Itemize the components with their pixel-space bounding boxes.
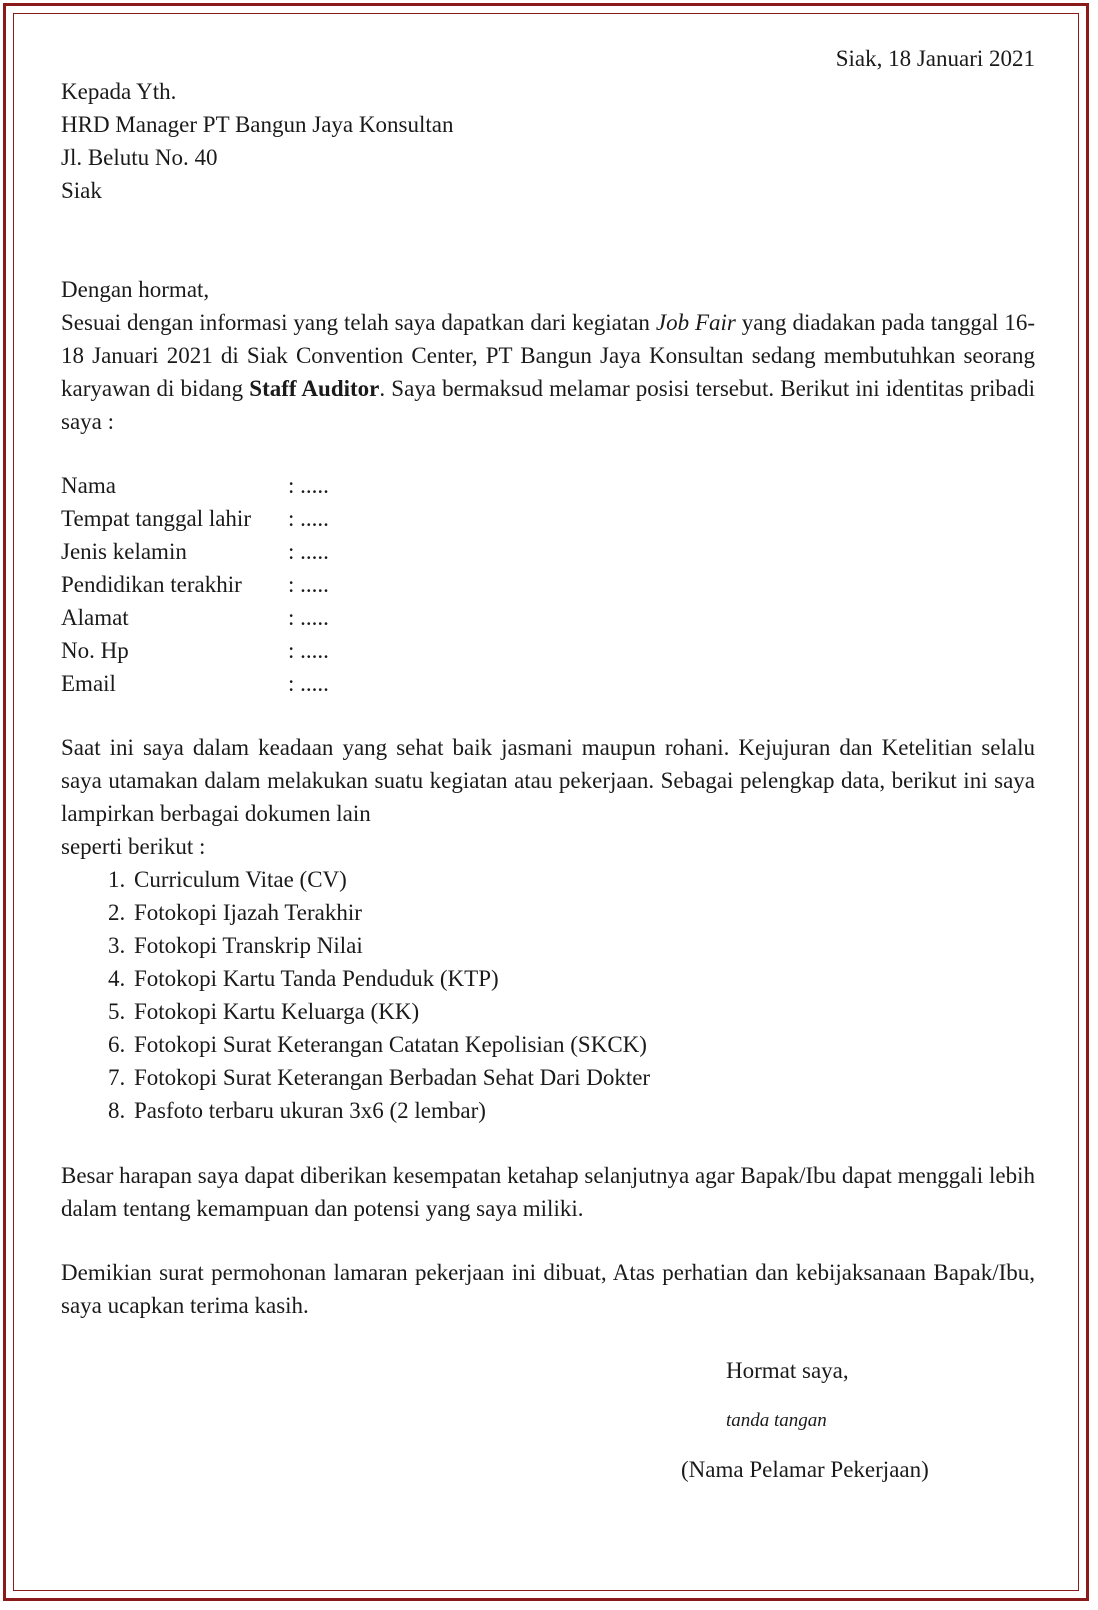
list-item: [61, 929, 1035, 962]
identity-label: Alamat: [61, 605, 129, 630]
list-item: [61, 1094, 1035, 1127]
recipient-line: Kepada Yth.: [61, 79, 177, 104]
list-number: 7.: [108, 1065, 126, 1090]
list-item: [61, 1028, 1035, 1061]
attachment-list: [61, 863, 1035, 1127]
intro-italic: Job Fair: [655, 310, 736, 335]
identity-value: : .....: [288, 671, 329, 696]
signer-name: (Nama Pelamar Pekerjaan): [681, 1457, 929, 1482]
identity-label: Tempat tanggal lahir: [61, 506, 251, 531]
closing-paragraph: Demikian surat permohonan lamaran pekerjaan ini dibuat, Atas perhatian dan kebijaksanaan Bapak/Ibu, saya ucapkan terima kasih.: [61, 1260, 1035, 1318]
list-number: 6.: [108, 1032, 126, 1057]
list-text: Fotokopi Surat Keterangan Berbadan Sehat Dari Dokter: [134, 1065, 651, 1090]
list-item: [61, 1061, 1035, 1094]
identity-table: [61, 469, 1035, 700]
list-number: 1.: [108, 867, 126, 892]
list-text: Fotokopi Surat Keterangan Catatan Kepolisian (SKCK): [134, 1032, 647, 1057]
identity-label: Nama: [61, 473, 116, 498]
intro-paragraph: [61, 306, 1035, 438]
list-text: Pasfoto terbaru ukuran 3x6 (2 lembar): [134, 1098, 486, 1123]
identity-value: : .....: [288, 638, 329, 663]
greeting: Dengan hormat,: [61, 277, 210, 302]
list-number: 5.: [108, 999, 126, 1024]
list-text: Fotokopi Kartu Tanda Penduduk (KTP): [134, 966, 499, 991]
identity-label: Pendidikan terakhir: [61, 572, 242, 597]
identity-value: : .....: [288, 473, 329, 498]
body-paragraph: Saat ini saya dalam keadaan yang sehat baik jasmani maupun rohani. Kejujuran dan Ketelitian selalu saya utamakan dalam melakukan suatu kegiatan atau pekerjaan. Sebagai pelengkap data, berikut ini saya lampirkan berbagai dokumen lain: [61, 735, 1035, 826]
list-number: 8.: [108, 1098, 126, 1123]
sign-off: Hormat saya,: [726, 1358, 849, 1383]
identity-value: : .....: [288, 539, 329, 564]
list-number: 4.: [108, 966, 126, 991]
identity-label: Email: [61, 671, 116, 696]
intro-text: yang diadakan pada tanggal 16-18 Januari 2021 di Siak Convention Center, PT Bangun Jaya Konsultan sedang membutuhkan seorang karyawan di bidang: [61, 310, 1035, 401]
recipient-block: [61, 75, 1035, 207]
list-text: Fotokopi Ijazah Terakhir: [134, 900, 362, 925]
list-item: [61, 995, 1035, 1028]
letter-date: Siak, 18 Januari 2021: [835, 46, 1035, 71]
identity-label: Jenis kelamin: [61, 539, 187, 564]
list-number: 2.: [108, 900, 126, 925]
identity-value: : .....: [288, 572, 329, 597]
signature-placeholder: tanda tangan: [726, 1410, 827, 1431]
recipient-line: HRD Manager PT Bangun Jaya Konsultan: [61, 112, 454, 137]
intro-text: Sesuai dengan informasi yang telah saya dapatkan dari kegiatan: [61, 310, 656, 335]
letter-document: [61, 42, 1035, 1486]
list-item: [61, 962, 1035, 995]
hope-paragraph: Besar harapan saya dapat diberikan kesempatan ketahap selanjutnya agar Bapak/Ibu dapat menggali lebih dalam tentang kemampuan dan potensi yang saya miliki.: [61, 1163, 1035, 1221]
list-text: Fotokopi Transkrip Nilai: [134, 933, 363, 958]
list-text: Fotokopi Kartu Keluarga (KK): [134, 999, 420, 1024]
list-intro: seperti berikut :: [61, 834, 206, 859]
list-number: 3.: [108, 933, 126, 958]
recipient-line: Siak: [61, 178, 102, 203]
list-item: [61, 896, 1035, 929]
list-text: Curriculum Vitae (CV): [134, 867, 347, 892]
intro-text: . Saya bermaksud melamar posisi tersebut. Berikut ini identitas pribadi saya :: [61, 376, 1036, 434]
identity-value: : .....: [288, 506, 329, 531]
identity-value: : .....: [288, 605, 329, 630]
list-item: [61, 863, 1035, 896]
intro-bold: Staff Auditor: [249, 376, 380, 401]
identity-label: No. Hp: [61, 638, 129, 663]
recipient-line: Jl. Belutu No. 40: [61, 145, 218, 170]
